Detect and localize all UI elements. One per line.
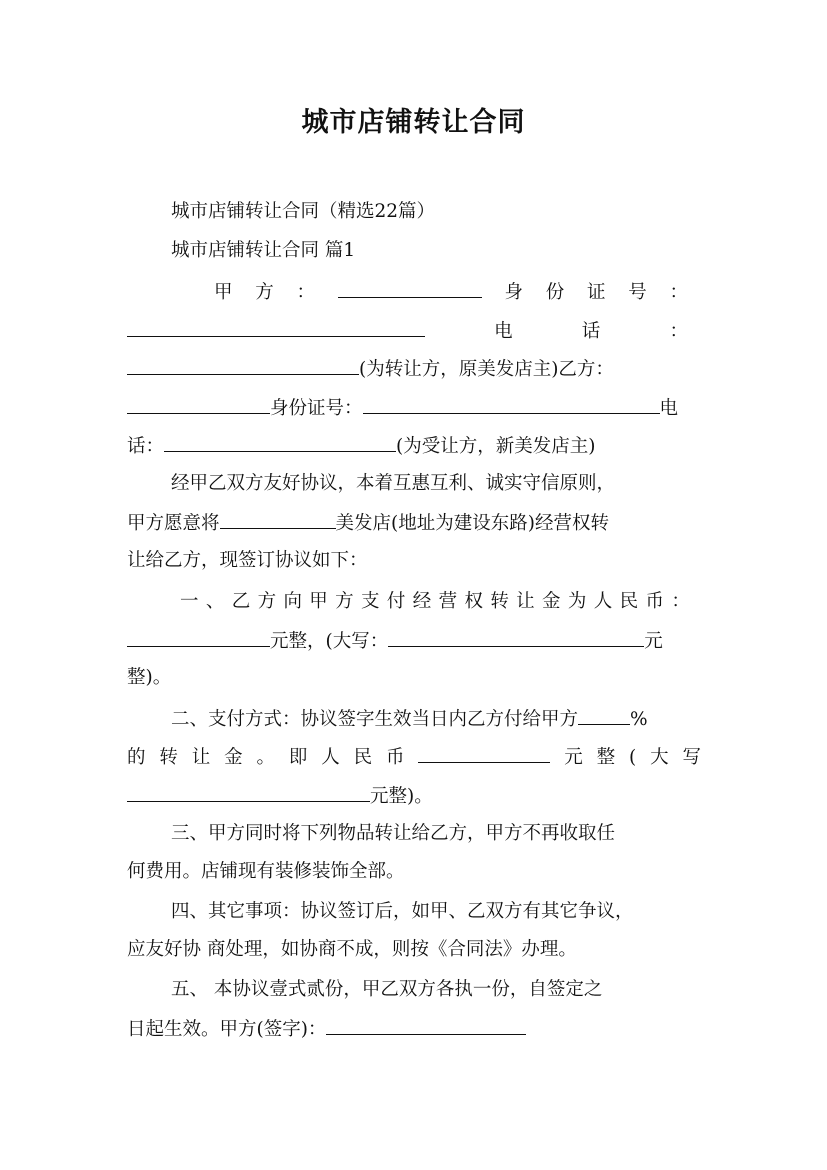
- clause-2-char: 人: [321, 747, 340, 768]
- party-a-id-blank: [127, 318, 425, 337]
- clause-1-char: 向: [283, 591, 302, 612]
- id-char-3: 证: [586, 282, 606, 303]
- clause-2-char: 金: [224, 747, 243, 768]
- transferee-text: (为受让方，新美发店主): [396, 436, 596, 457]
- clause-1-char: 让: [516, 591, 535, 612]
- party-a-char-1: 甲: [214, 282, 233, 303]
- clause-5-line-1: 五、 本协议壹式贰份，甲乙双方各执一份，自签定之: [171, 979, 603, 1000]
- clause-1-line-2-a: 元整，(大写：: [270, 631, 389, 652]
- clause-2-char: 写: [682, 747, 701, 768]
- clause-1-char: 权: [464, 591, 483, 612]
- signature-blank: [326, 1016, 526, 1035]
- clause-1-char: 经: [412, 591, 432, 612]
- section-heading: 城市店铺转让合同 篇1: [171, 240, 356, 261]
- clause-3-line-2: 何费用。店铺现有装修装饰全部。: [127, 861, 405, 882]
- party-b-id-blank: [363, 395, 660, 414]
- clause-2-line-2: [127, 744, 701, 770]
- party-a-phone-blank: [127, 356, 359, 375]
- clause-1-char: 乙: [231, 591, 251, 612]
- party-b-phone-char: 电: [659, 398, 679, 419]
- clause-1-char: 支: [361, 591, 380, 612]
- phone-char-1: 电: [494, 321, 513, 342]
- intro-line-1: 经甲乙双方友好协议，本着互惠互利、诚实守信原则，: [171, 473, 616, 494]
- clause-1-char: 方: [257, 591, 277, 612]
- clause-5-line-2: [127, 1016, 701, 1042]
- clause-1-char: 、: [205, 591, 225, 612]
- clause-1-char: ：: [671, 591, 690, 612]
- clause-2-char: 的: [127, 747, 146, 768]
- clause-2-char: 让: [191, 747, 211, 768]
- transferor-line: [127, 356, 701, 382]
- id-char-1: 身: [504, 282, 523, 303]
- party-b-id-label: 身份证号：: [270, 398, 363, 419]
- phone-char-2: 话: [581, 321, 601, 342]
- party-b-phone-blank: [164, 433, 396, 452]
- clause-2-char: 元: [564, 747, 583, 768]
- clause-2-char: 转: [159, 747, 178, 768]
- clause-2-char: 大: [650, 747, 669, 768]
- id-char-4: 号: [628, 282, 647, 303]
- clause-1-line-1: [180, 590, 690, 614]
- clause-2-char: 整: [596, 747, 616, 768]
- phone-char-3: ：: [669, 321, 688, 342]
- clause-4-line-1: 四、其它事项：协议签订后，如甲、乙双方有其它争议，: [171, 901, 634, 922]
- clause-1-char: 营: [438, 591, 458, 612]
- clause-1-char: 方: [335, 591, 354, 612]
- phone-line: [127, 318, 688, 344]
- payment-amount-blank: [418, 744, 550, 763]
- clause-4-line-2: 应友好协 商处理，如协商不成，则按《合同法》办理。: [127, 939, 577, 960]
- party-a-line: [214, 279, 688, 305]
- party-a-name-blank: [338, 279, 482, 298]
- clause-1-char: 民: [619, 591, 639, 612]
- clause-1-char: 付: [386, 591, 406, 612]
- clause-1-char: 转: [490, 591, 509, 612]
- clause-1-char: 人: [593, 591, 613, 612]
- clause-2-char: 币: [386, 747, 405, 768]
- clause-2-char: (: [628, 747, 637, 768]
- clause-1-line-2: [127, 628, 701, 654]
- payment-capital-blank: [127, 783, 370, 802]
- fee-amount-blank: [127, 628, 270, 647]
- clause-1-line-2-b: 元: [644, 631, 663, 652]
- clause-1-char: 币: [645, 591, 664, 612]
- document-subtitle: 城市店铺转让合同（精选22篇）: [171, 201, 436, 222]
- clause-2-line-1-a: 二、支付方式：协议签字生效当日内乙方付给甲方: [171, 709, 579, 730]
- clause-2-line-1: [171, 706, 701, 732]
- id-char-5: ：: [669, 282, 688, 303]
- signature-label: 日起生效。甲方(签字)：: [127, 1019, 327, 1040]
- party-a-char-2: 方: [255, 282, 274, 303]
- percent-blank: [578, 706, 630, 725]
- transferee-line: [127, 433, 701, 459]
- transferor-text: (为转让方，原美发店主)乙方：: [359, 359, 614, 380]
- fee-capital-blank: [388, 628, 644, 647]
- intro-line-3: 让给乙方，现签订协议如下：: [127, 550, 368, 571]
- clause-2-char: 即: [288, 747, 308, 768]
- intro-line-2: [127, 510, 701, 536]
- intro-line-2-a: 甲方愿意将: [127, 513, 220, 534]
- clause-1-line-3: 整)。: [127, 667, 172, 688]
- document-title: 城市店铺转让合同: [301, 107, 526, 138]
- clause-2-line-3-text: 元整)。: [370, 786, 433, 807]
- party-a-char-3: ：: [296, 282, 316, 303]
- shop-name-blank: [220, 510, 336, 529]
- intro-line-2-b: 美发店(地址为建设东路)经营权转: [335, 513, 609, 534]
- party-b-phone-label: 话：: [127, 436, 165, 457]
- clause-1-char: 为: [567, 591, 587, 612]
- id-char-2: 份: [545, 282, 565, 303]
- clause-1-char: 甲: [309, 591, 328, 612]
- party-b-name-blank: [127, 395, 270, 414]
- clause-1-char: 一: [180, 591, 199, 612]
- party-b-id-line: [127, 395, 701, 421]
- clause-2-line-3: [127, 783, 701, 809]
- clause-2-line-1-b: %: [630, 709, 648, 730]
- clause-2-char: 。: [256, 747, 276, 768]
- clause-2-char: 民: [353, 747, 373, 768]
- clause-1-char: 金: [542, 591, 561, 612]
- clause-3-line-1: 三、甲方同时将下列物品转让给乙方，甲方不再收取任: [171, 823, 616, 844]
